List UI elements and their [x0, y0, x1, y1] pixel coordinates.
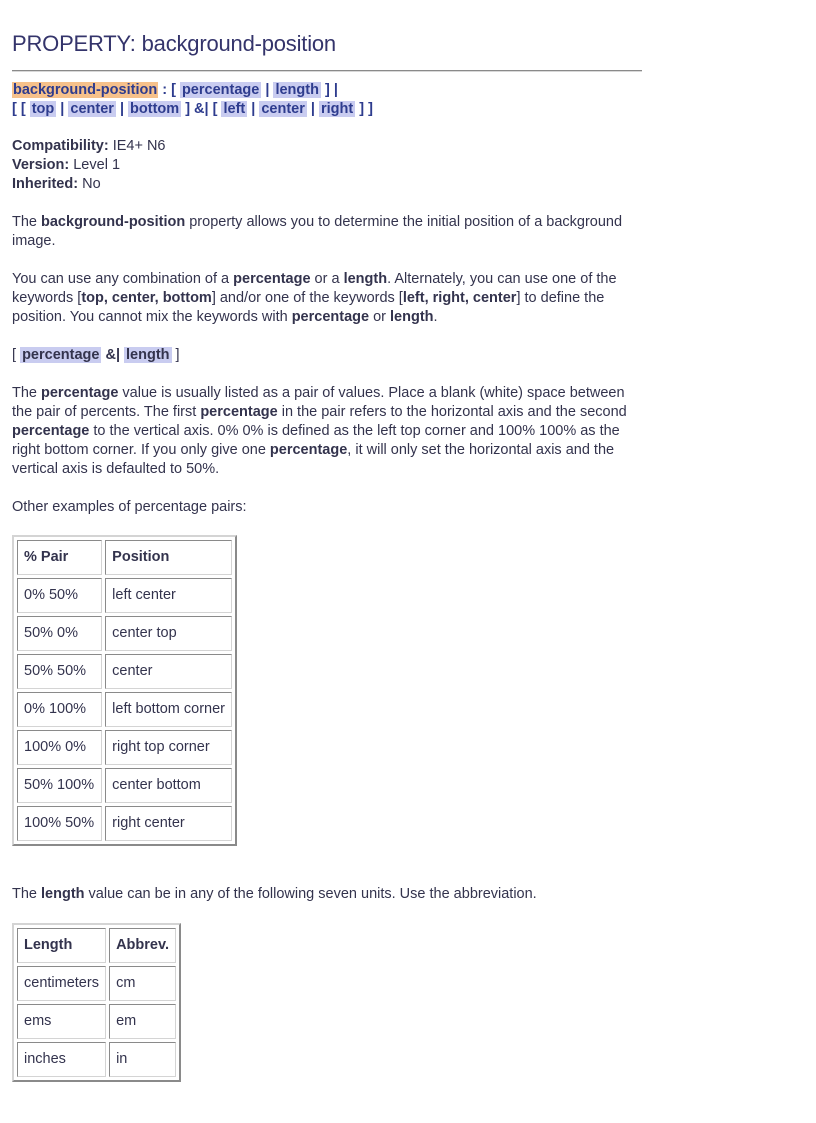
- table-cell: 50% 50%: [17, 654, 102, 689]
- text: ] to define the position. You cannot mix the keywords with: [12, 290, 605, 325]
- bold-term: background-position: [41, 214, 186, 230]
- table-row: [17, 654, 232, 689]
- bold-term: left, right, center: [402, 290, 517, 306]
- text: value can be in any of the following seven units. Use the abbreviation.: [84, 886, 537, 902]
- syntax-text: |: [306, 101, 320, 117]
- table-row: [17, 768, 232, 803]
- syntax-text: |: [247, 101, 260, 117]
- bold-term: length: [41, 886, 85, 902]
- bold-term: length: [343, 271, 388, 287]
- syntax-text: |: [261, 82, 274, 98]
- title-divider: [12, 70, 642, 72]
- bold-term: percentage: [12, 423, 90, 439]
- percentage-pairs-table: [12, 535, 237, 846]
- description-paragraph: [12, 213, 642, 251]
- version-label: Version:: [12, 157, 70, 173]
- text: &|: [101, 347, 125, 363]
- value-length: length: [126, 347, 170, 363]
- syntax-keyword-left: left: [223, 101, 246, 117]
- table-row: [17, 806, 232, 841]
- values-syntax: [12, 346, 642, 365]
- inherited-row: [12, 175, 642, 194]
- text: The: [12, 886, 42, 902]
- table-row: [17, 616, 232, 651]
- bold-term: percentage: [291, 309, 370, 325]
- text: value is usually listed as a pair of values. Place a blank (white) space between the pair of percents. The first: [12, 385, 625, 420]
- bold-term: percentage: [233, 271, 311, 287]
- text: .: [433, 309, 438, 325]
- table-cell: 0% 50%: [17, 578, 102, 613]
- bold-term: percentage: [200, 404, 278, 420]
- syntax-line-2: [12, 100, 373, 119]
- syntax-keyword-right: right: [321, 101, 354, 117]
- table-cell: in: [109, 1042, 176, 1077]
- table-cell: center top: [105, 616, 232, 651]
- table-row: [17, 966, 176, 1001]
- text: The: [12, 385, 42, 401]
- syntax-keyword-center-2: center: [261, 101, 305, 117]
- table-cell: left center: [105, 578, 232, 613]
- text: or: [369, 309, 391, 325]
- compatibility-label: Compatibility:: [12, 138, 109, 154]
- bold-term: top, center, bottom: [81, 290, 212, 306]
- table-cell: inches: [17, 1042, 106, 1077]
- compatibility-value: IE4+ N6: [108, 138, 166, 154]
- text: . Alternately, you can use one of the keywords [: [12, 271, 617, 306]
- table-cell: 50% 0%: [17, 616, 102, 651]
- value-percentage: percentage: [22, 347, 100, 363]
- syntax-text: |: [115, 101, 129, 117]
- table-cell: cm: [109, 966, 176, 1001]
- syntax-property: background-position: [13, 82, 158, 98]
- syntax-text: ] &| [: [181, 101, 222, 117]
- table-cell: em: [109, 1004, 176, 1039]
- text: The: [12, 214, 42, 230]
- syntax-keyword-top: top: [31, 101, 55, 117]
- table-cell: 100% 50%: [17, 806, 102, 841]
- text: in the pair refers to the horizontal axis and the second: [277, 404, 627, 420]
- bold-term: length: [390, 309, 434, 325]
- table-header-cell: Position: [105, 540, 232, 575]
- syntax-text: : [: [158, 82, 180, 98]
- syntax-text: ] ]: [355, 101, 373, 117]
- syntax-text: |: [56, 101, 69, 117]
- table-header-row: [17, 540, 232, 575]
- text: ] and/or one of the keywords [: [211, 290, 403, 306]
- page-title: PROPERTY: background-position: [12, 31, 336, 56]
- compatibility-row: [12, 137, 642, 156]
- length-paragraph: [12, 885, 642, 904]
- table-row: [17, 1042, 176, 1077]
- text: property allows you to determine the initial position of a background image.: [12, 214, 623, 249]
- bold-term: percentage: [41, 385, 119, 401]
- table-cell: right center: [105, 806, 232, 841]
- usage-paragraph: [12, 270, 642, 327]
- version-row: [12, 156, 642, 175]
- text: to the vertical axis. 0% 0% is defined as the left top corner and 100% 100% as the right bottom corner. If you only give one: [12, 423, 620, 458]
- table-header-cell: Abbrev.: [109, 928, 176, 963]
- table-header-cell: % Pair: [17, 540, 102, 575]
- syntax-keyword-length: length: [275, 82, 319, 98]
- version-value: Level 1: [69, 157, 121, 173]
- syntax-keyword-percentage: percentage: [181, 82, 260, 98]
- table-cell: left bottom corner: [105, 692, 232, 727]
- table-cell: center bottom: [105, 768, 232, 803]
- text: [: [12, 347, 21, 363]
- table-cell: center: [105, 654, 232, 689]
- table-row: [17, 692, 232, 727]
- property-meta: [12, 137, 642, 194]
- table-cell: ems: [17, 1004, 106, 1039]
- inherited-label: Inherited:: [12, 176, 79, 192]
- text: or a: [310, 271, 344, 287]
- table-cell: 100% 0%: [17, 730, 102, 765]
- table-header-row: [17, 928, 176, 963]
- inherited-value: No: [78, 176, 101, 192]
- table-row: [17, 1004, 176, 1039]
- table-row: [17, 730, 232, 765]
- text: ]: [171, 347, 180, 363]
- syntax-keyword-bottom: bottom: [130, 101, 180, 117]
- syntax-text: [ [: [12, 101, 30, 117]
- table-cell: centimeters: [17, 966, 106, 1001]
- syntax-text: ] |: [320, 82, 338, 98]
- text: , it will only set the horizontal axis and the vertical axis is defaulted to 50%.: [12, 442, 615, 477]
- length-units-table: [12, 923, 181, 1082]
- table-row: [17, 578, 232, 613]
- table-cell: 0% 100%: [17, 692, 102, 727]
- table-header-cell: Length: [17, 928, 106, 963]
- table-cell: right top corner: [105, 730, 232, 765]
- syntax-line-1: [12, 81, 373, 100]
- examples-intro: Other examples of percentage pairs:: [12, 499, 247, 515]
- percentage-paragraph: [12, 384, 642, 479]
- table-cell: 50% 100%: [17, 768, 102, 803]
- syntax-definition: [12, 81, 373, 119]
- syntax-keyword-center: center: [70, 101, 114, 117]
- text: You can use any combination of a: [12, 271, 234, 287]
- bold-term: percentage: [269, 442, 348, 458]
